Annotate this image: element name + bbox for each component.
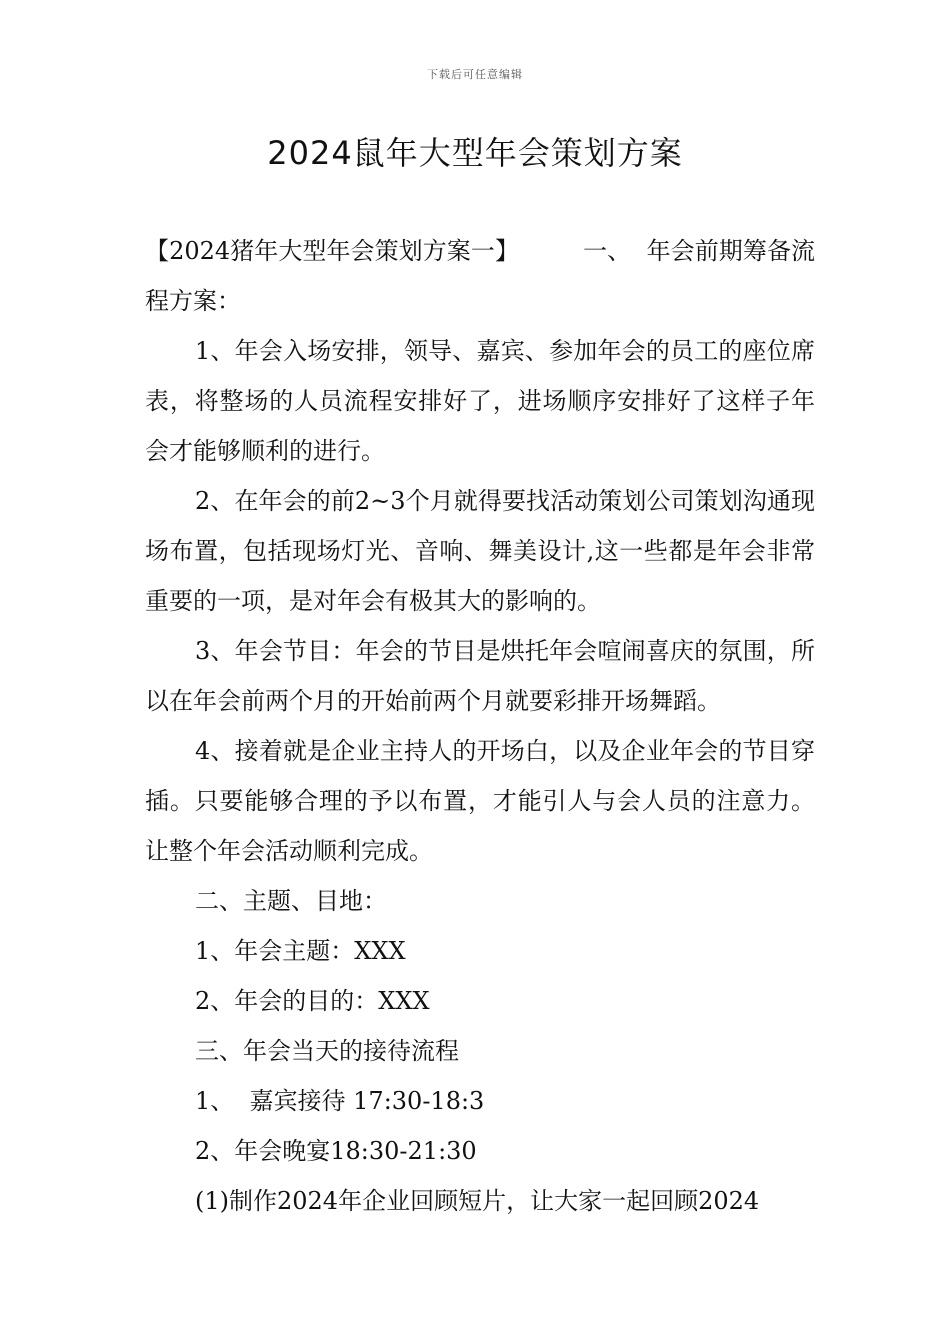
theme-line: 1、年会主题：XXX [195,937,406,965]
paragraph-1: 1、年会入场安排，领导、嘉宾、参加年会的员工的座位席表，将整场的人员流程安排好了，进场顺序安排好了这样子年会才能够顺利的进行。 [145,337,815,465]
intro-lead: 【2024猪年大型年会策划方案一】 [145,237,520,265]
section-number: 一、 [583,237,632,265]
heading-theme: 二、主题、目地： [195,887,387,915]
paragraph-2: 2、在年会的前2~3个月就得要找活动策划公司策划沟通现场布置，包括现场灯光、音响、舞美设计,这一些都是年会非常重要的一项，是对年会有极其大的影响的。 [145,487,815,615]
header-note: 下载后可任意编辑 [427,68,523,81]
intro-paragraph [145,226,815,326]
heading-reception: 三、年会当天的接待流程 [195,1037,459,1065]
document-body [145,226,815,1226]
paragraph-4: 4、接着就是企业主持人的开场白，以及企业年会的节目穿插。只要能够合理的予以布置，才能引人与会人员的注意力。让整个年会活动顺利完成。 [145,737,815,865]
purpose-line: 2、年会的目的：XXX [195,987,430,1015]
review-line: (1)制作2024年企业回顾短片，让大家一起回顾2024 [195,1187,760,1215]
paragraph-3: 3、年会节目：年会的节目是烘托年会喧闹喜庆的氛围，所以在年会前两个月的开始前两个月就要彩排开场舞蹈。 [145,637,815,715]
reception-line: 1、 嘉宾接待 17:30-18:3 [195,1087,485,1115]
banquet-line: 2、年会晚宴18:30-21:30 [195,1137,477,1165]
section-title: 年会前期筹备流程方案： [145,237,816,315]
document-title: 2024鼠年大型年会策划方案 [267,134,683,172]
